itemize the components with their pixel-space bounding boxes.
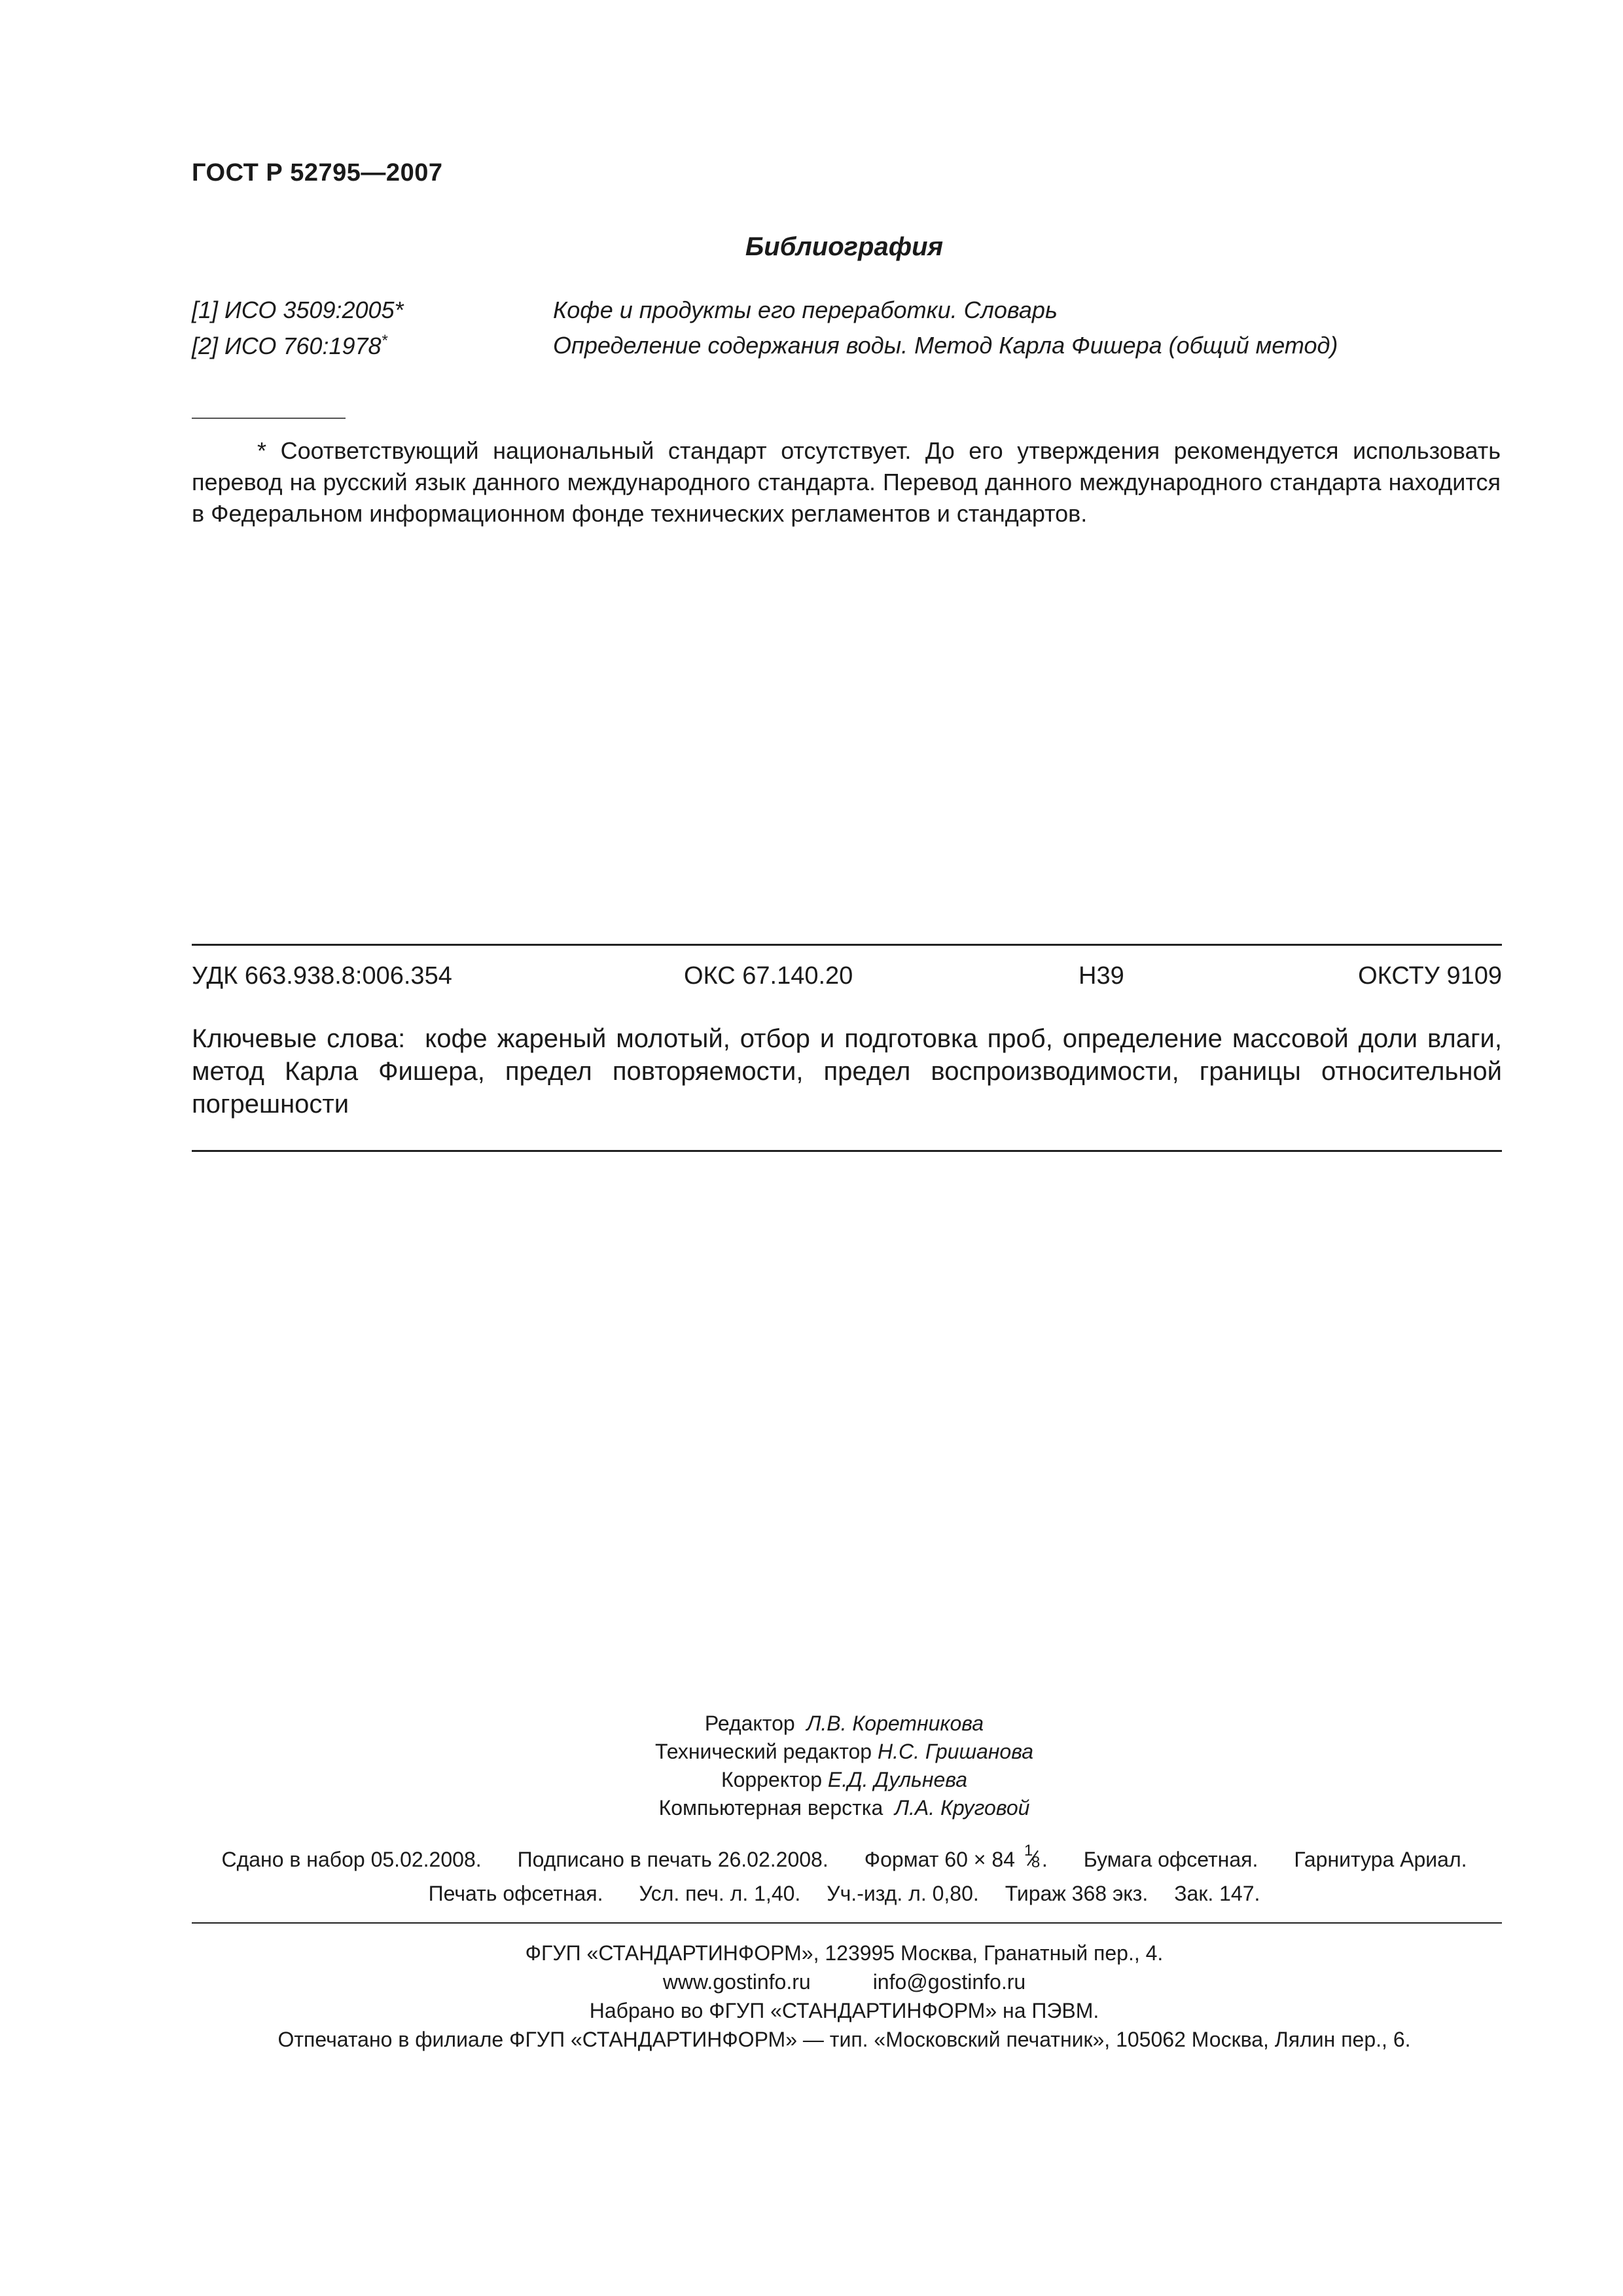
print-run: Тираж 368 экз. [1005,1882,1149,1905]
imprint-address: ФГУП «СТАНДАРТИНФОРМ», 123995 Москва, Гранатный пер., 4. [525,1941,1164,1965]
footnote [192,435,1501,529]
footnote-text: * Соответствующий национальный стандарт отсутствует. До его утверждения рекомендуется использовать перевод на русский язык данного международного стандарта. Перевод данного международного стандарта находится в Федеральном информационном фонде технических регламентов и стандартов. [192,437,1501,527]
document-id: ГОСТ Р 52795—2007 [192,159,443,187]
credit-editor [0,1710,1623,1738]
bottom-rule [192,1150,1502,1152]
imprint-contacts [0,1967,1623,1996]
keywords [192,1022,1502,1121]
format-suffix: . [1041,1848,1048,1871]
fraction-numerator: 1 [1024,1842,1033,1859]
format-fraction [1021,1842,1042,1871]
okstu-code: ОКСТУ 9109 [1358,962,1502,990]
classification-codes [192,962,1502,995]
bibliography-title: Библиография [745,232,944,261]
paper-type: Бумага офсетная. [1083,1848,1258,1871]
print-type: Печать офсетная. [428,1882,603,1905]
credit-name: Н.С. Гришанова [877,1740,1034,1763]
credit-name: Л.В. Коретникова [806,1712,984,1735]
keywords-text: кофе жареный молотый, отбор и подготовка проб, определение массовой доли влаги, метод Карла Фишера, предел повторяемости, предел воспроизводимости, границы относительной погрешности [192,1024,1502,1119]
typeface: Гарнитура Ариал. [1294,1848,1467,1871]
oks-code: ОКС 67.140.20 [684,962,853,990]
bibliography-ref: [1] ИСО 3509:2005* [192,296,404,323]
imprint [0,1939,1623,2054]
imprint-typeset: Набрано во ФГУП «СТАНДАРТИНФОРМ» на ПЭВМ. [589,1999,1099,2022]
bibliography-desc: Кофе и продукты его переработки. Словарь [553,296,1058,323]
credit-label: Компьютерная верстка [658,1796,883,1820]
credit-label: Технический редактор [654,1740,872,1763]
credit-layout [0,1794,1623,1822]
credit-label: Редактор [704,1712,795,1735]
footnote-separator [192,418,346,419]
credits [0,1710,1623,1822]
bibliography-ref-group [192,332,387,360]
pub-sheets: Уч.-изд. л. 0,80. [827,1882,979,1905]
submitted-date: Сдано в набор 05.02.2008. [221,1848,482,1871]
publication-line-2 [0,1882,1623,1906]
order-number: Зак. 147. [1174,1882,1260,1905]
udk-code: УДК 663.938.8:006.354 [192,962,452,990]
top-rule [192,944,1502,946]
publication-line-1 [0,1842,1623,1872]
signed-date: Подписано в печать 26.02.2008. [517,1848,829,1871]
format-prefix: Формат 60 × 84 [864,1848,1015,1871]
bibliography-ref: [2] ИСО 760:1978 [192,332,382,359]
credit-name: Л.А. Круговой [895,1796,1030,1820]
fraction-denominator: 8 [1031,1854,1041,1871]
format [864,1842,1048,1871]
footnote-mark: * [381,332,387,350]
imprint-rule [192,1922,1502,1924]
website-text: www.gostinfo.ru [662,1970,811,1994]
email-text: info@gostinfo.ru [872,1970,1026,1994]
group-code: Н39 [1079,962,1124,990]
credit-tech-editor [0,1738,1623,1766]
credit-corrector [0,1766,1623,1794]
credit-name: Е.Д. Дульнева [827,1768,968,1791]
bibliography-desc: Определение содержания воды. Метод Карла Фишера (общий метод) [553,332,1338,359]
print-sheets: Усл. печ. л. 1,40. [639,1882,801,1905]
credit-label: Корректор [721,1768,823,1791]
keywords-label: Ключевые слова: [192,1024,406,1053]
imprint-printer: Отпечатано в филиале ФГУП «СТАНДАРТИНФОРМ» — тип. «Московский печатник», 105062 Москва, Лялин пер., 6. [277,2028,1411,2051]
